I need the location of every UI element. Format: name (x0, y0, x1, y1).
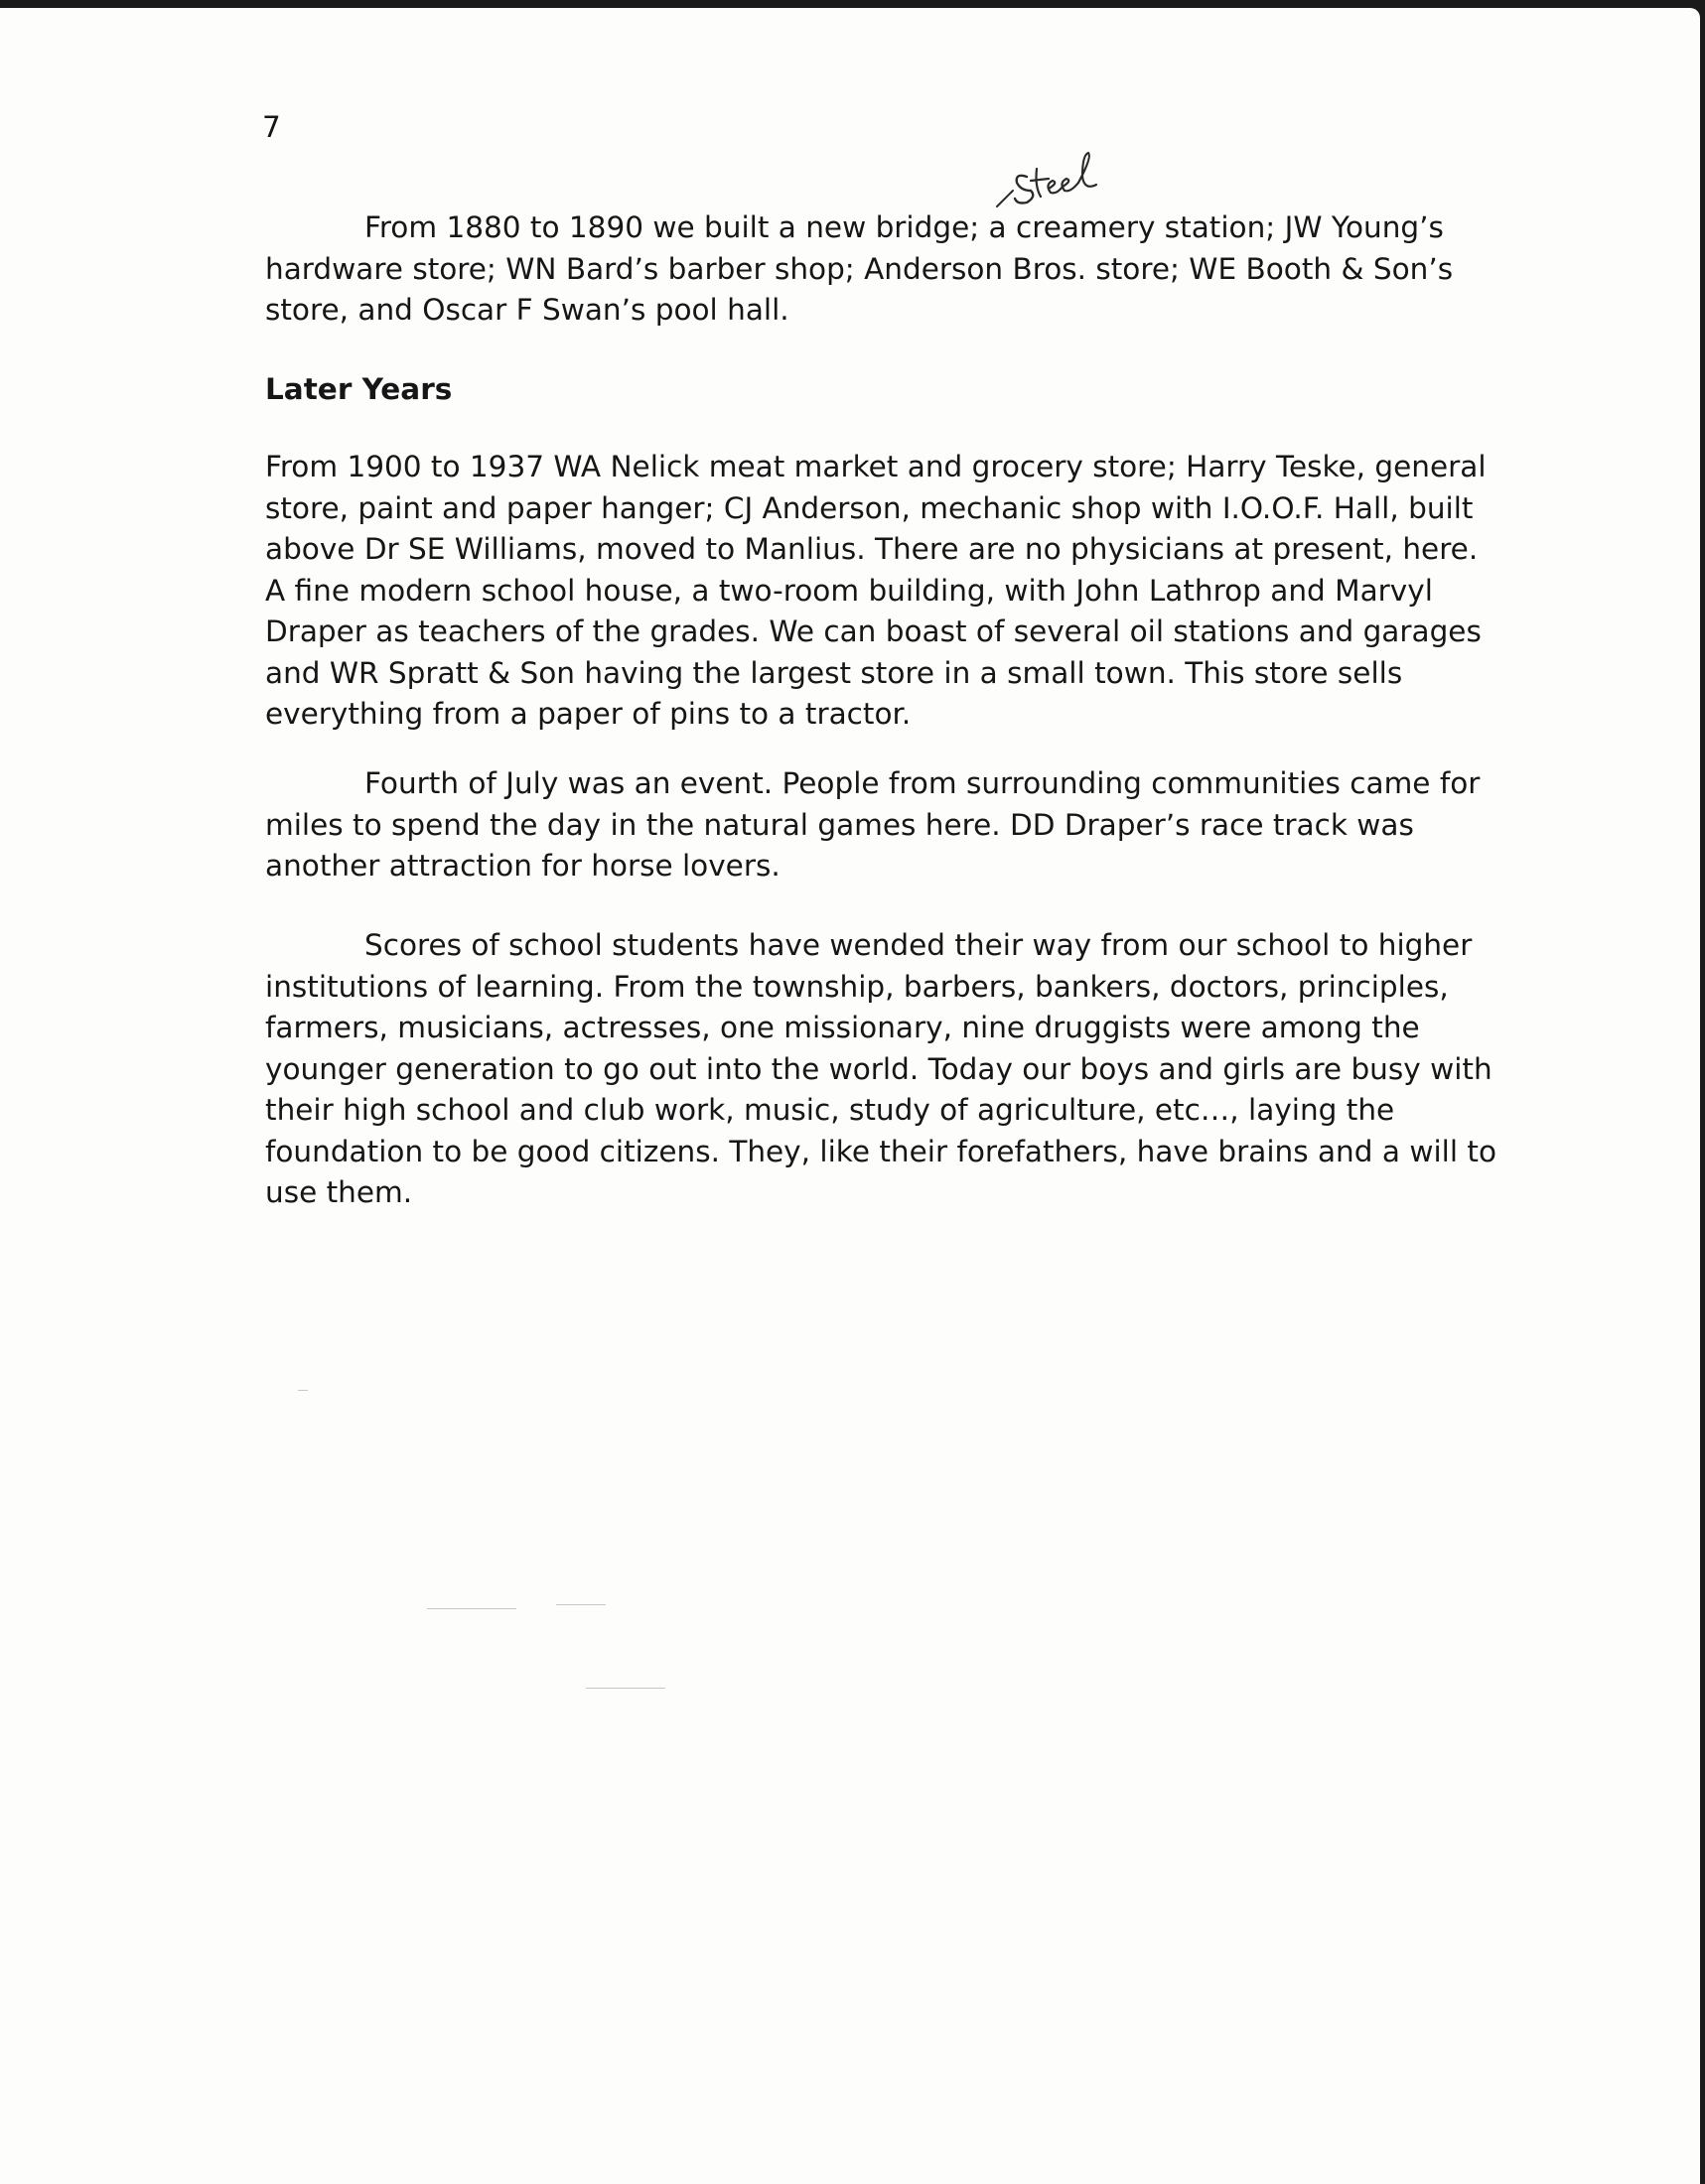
scan-speck (427, 1608, 516, 1609)
paragraph-school-students: Scores of school students have wended their way from our school to higher institutions of learning. From the township, barbers, bankers, doctors, principles, farmers, musicians, actresses, one missionary, nine druggists were among the younger generation to go out into the world. Today our boys and girls are busy with their high school and club work, music, study of agriculture, etc…, laying the foundation to be good citizens. They, like their forefathers, have brains and a will to use them. (265, 928, 1497, 1209)
section-heading-later-years: Later Years (265, 372, 453, 406)
scan-speck (298, 1390, 308, 1391)
paragraph-fourth-of-july: Fourth of July was an event. People from surrounding communities came for miles to spend the day in the natural games here. DD Draper’s race track was another attraction for horse lovers. (265, 766, 1481, 883)
scan-speck (556, 1604, 606, 1605)
handwritten-annotation-steel (993, 147, 1112, 216)
scan-speck (586, 1688, 665, 1689)
paragraph-1880-1890: From 1880 to 1890 we built a new bridge; a creamery station; JW Young’s hardware store; WN Bard’s barber shop; Anderson Bros. store; WE Booth & Son’s store, and Oscar F Swan’s pool hall. (265, 210, 1454, 327)
page-number: 7 (262, 110, 281, 144)
document-page (0, 8, 1700, 2184)
paragraph-1900-1937: From 1900 to 1937 WA Nelick meat market and grocery store; Harry Teske, general store, paint and paper hanger; CJ Anderson, mechanic shop with I.O.O.F. Hall, built above Dr SE Williams, moved to Manlius. There are no physicians at present, here. A fine modern school house, a two-room building, with John Lathrop and Marvyl Draper as teachers of the grades. We can boast of several oil stations and garages and WR Spratt & Son having the largest store in a small town. This store sells everything from a paper of pins to a tractor. (265, 450, 1487, 731)
